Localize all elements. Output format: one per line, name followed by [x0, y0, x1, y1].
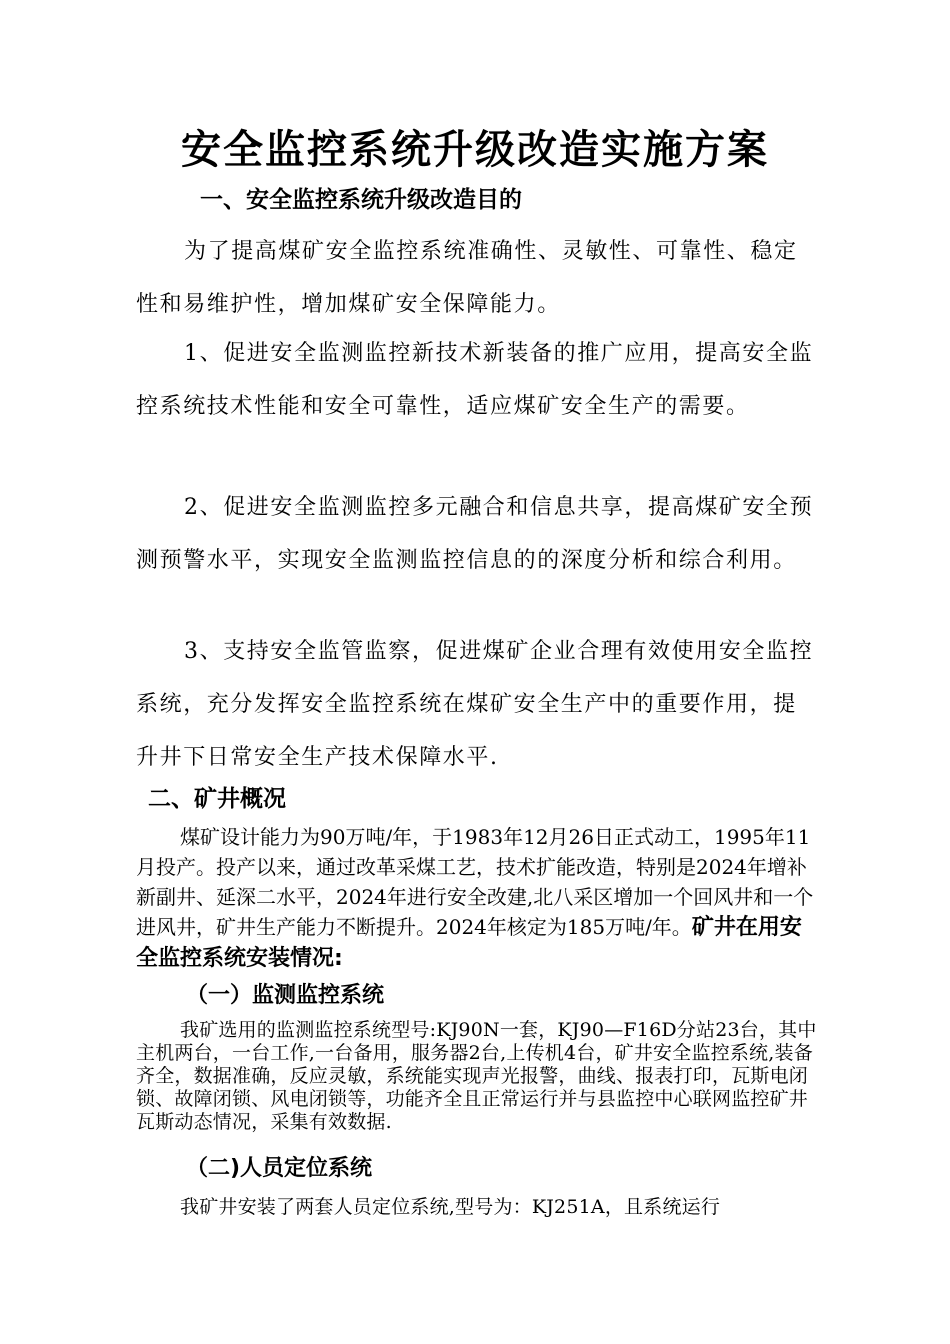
section2-paragraph [136, 822, 816, 974]
section1-intro-paragraph: 为了提高煤矿安全监控系统准确性、灵敏性、可靠性、稳定性和易维护性，增加煤矿安全保障能力。 [136, 239, 798, 317]
subsection1-heading: （一）监测监控系统 [186, 983, 385, 1008]
document-title: 安全监控系统升级改造实施方案 [181, 127, 769, 173]
section2-inline-heading: 矿井在用安全监控系统安装情况: [136, 915, 802, 971]
section1-item-2: 2、促进安全监测监控多元融合和信息共享，提高煤矿安全预测预警水平，实现安全监测监控信息的的深度分析和综合利用。 [136, 495, 814, 573]
section1-item-1: 1、促进安全监测监控新技术新装备的推广应用，提高安全监控系统技术性能和安全可靠性，适应煤矿安全生产的需要。 [136, 341, 814, 419]
subsection1-paragraph: 我矿选用的监测监控系统型号:KJ90N一套，KJ90—F16D分站23台，其中主机两台，一台工作,一台备用，服务器2台,上传机4台，矿井安全监控系统,装备齐全，数据准确，反应灵敏，系统能实现声光报警，曲线、报表打印，瓦斯电闭锁、故障闭锁、风电闭锁等，功能齐全且正常运行并与县监控中心联网监控矿井瓦斯动态情况，采集有效数据. [136, 1019, 817, 1133]
section2-body-text: 煤矿设计能力为90万吨/年，于1983年12月26日正式动工，1995年11月投产。投产以来，通过改革采煤工艺，技术扩能改造，特别是2024年增补新副井、延深二水平，2024年进行安全改建,北八采区增加一个回风井和一个进风井，矿井生产能力不断提升。2024年核定为185万吨/年。 [136, 825, 814, 939]
section1-heading: 一、安全监控系统升级改造目的 [200, 187, 522, 213]
subsection2-heading: （二)人员定位系统 [186, 1156, 373, 1181]
section1-item-3: 3、支持安全监管监察，促进煤矿企业合理有效使用安全监控系统，充分发挥安全监控系统在煤矿安全生产中的重要作用，提升井下日常安全生产技术保障水平. [136, 639, 814, 770]
section2-heading: 二、矿井概况 [148, 786, 286, 812]
subsection2-paragraph: 我矿井安装了两套人员定位系统,型号为：KJ251A，且系统运行 [180, 1196, 721, 1218]
